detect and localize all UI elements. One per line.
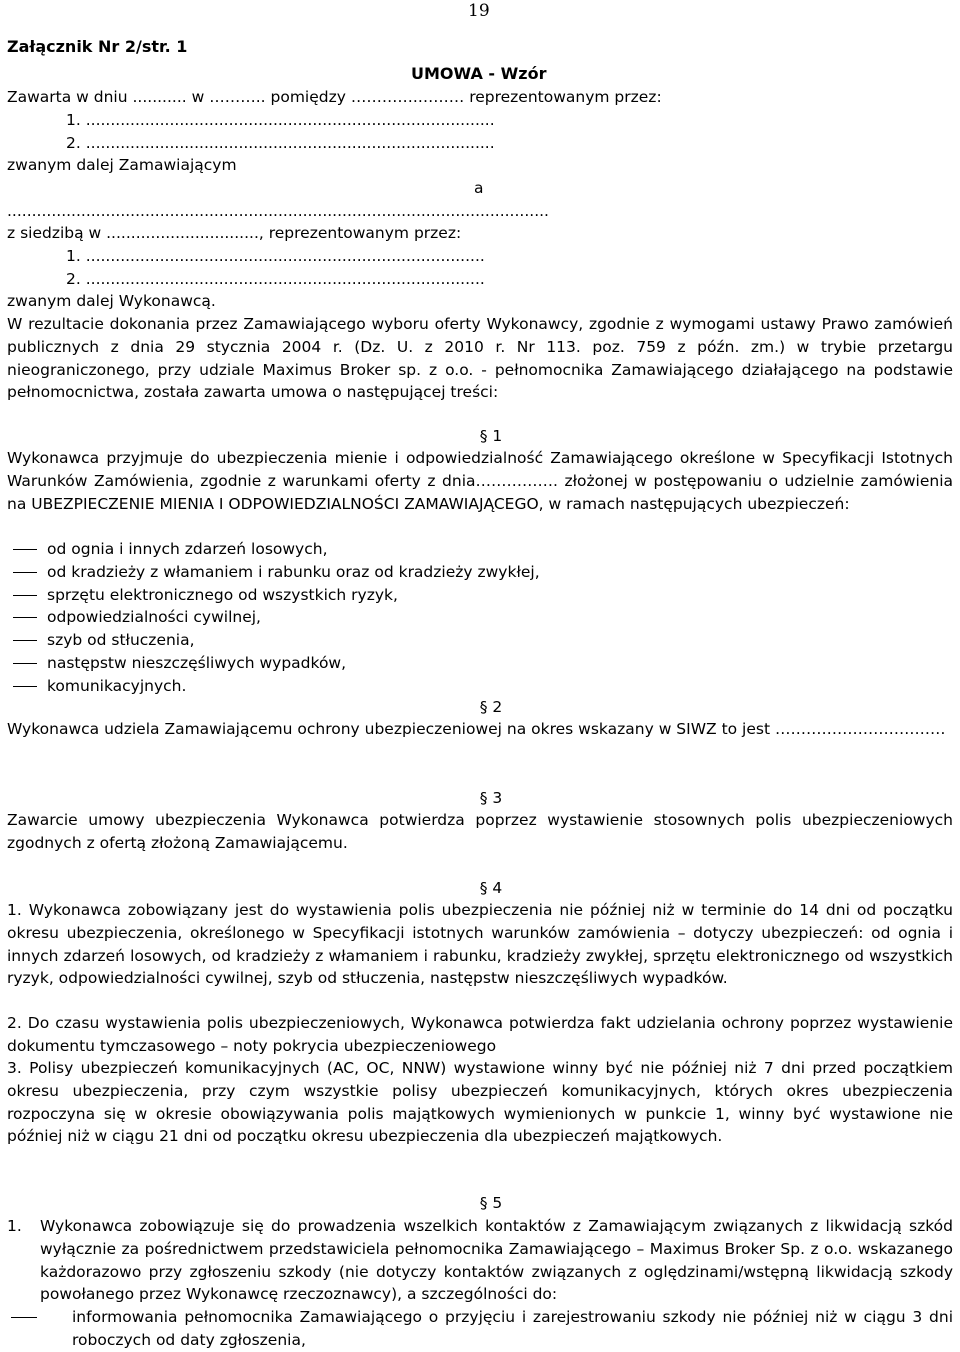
page-number: 19 [468, 1, 490, 21]
preamble-paragraph: W rezultacie dokonania przez Zamawiającego wyboru oferty Wykonawcy, zgodnie z wymogami ustawy Prawo zamówień publicznych z dnia 29 stycznia 2004 r. (Dz. U. z 2010 r. Nr 113. poz. 759 z późn. zm.) w trybie przetargu nieograniczonego, przy udziale Maximus Broker sp. z o.o. - pełnomocnika Zamawiającego działającego na podstawie pełnomocnictwa, została zawarta umowa o następującej treści: [7, 315, 953, 402]
section-5-subitem [7, 1306, 953, 1352]
attachment-label: Załącznik Nr 2/str. 1 [7, 37, 188, 56]
party-wykonawca: zwanym dalej Wykonawcą. [7, 292, 216, 310]
list-item: odpowiedzialności cywilnej, [7, 606, 540, 629]
section-1-text: Wykonawca przyjmuje do ubezpieczenia mienie i odpowiedzialność Zamawiającego określone w Specyfikacji Istotnych Warunków Zamówienia, zgodnie z warunkami oferty z dnia……………. złożonej w postępowaniu o udzielnie zamówienia na UBEZPIECZENIE MIENIA I ODPOWIEDZIALNOŚCI ZAMAWIAJĄCEGO, w ramach następujących ubezpieczeń: [7, 449, 953, 513]
section-4-heading: § 4 [479, 879, 503, 897]
insurance-list [7, 538, 540, 698]
section-4-point-1: 1. Wykonawca zobowiązany jest do wystawienia polis ubezpieczenia nie później niż w terminie do 14 dni od początku okresu ubezpieczenia, określonego w Specyfikacji istotnych warunków zamówienia – dotyczy ubezpieczeń: od ognia i innych zdarzeń losowych, od kradzieży z włamaniem i rabunku, kradzieży zwykłej, sprzętu elektronicznego od wszystkich ryzyk, odpowiedzialności cywilnej, szyb od stłuczenia, następstw nieszczęśliwych wypadków. [7, 901, 953, 988]
list-item: od kradzieży z włamaniem i rabunku oraz od kradzieży zwykłej, [7, 561, 540, 584]
section-3-text: Zawarcie umowy ubezpieczenia Wykonawca potwierdza poprzez wystawienie stosownych polis ubezpieczeniowych zgodnych z ofertą złożoną Zamawiającemu. [7, 811, 953, 852]
representative-1: 1. ................................................................................... [66, 111, 495, 129]
party-zamawiajacy: zwanym dalej Zamawiającym [7, 156, 237, 174]
point-number: 1. [7, 1217, 22, 1235]
dash-marker [11, 1317, 37, 1318]
section-1-heading: § 1 [479, 427, 503, 445]
section-5-heading: § 5 [479, 1194, 503, 1212]
intro-line: Zawarta w dniu ........... w ……….. pomiędzy ………….……… reprezentowanym przez: [7, 88, 662, 106]
section-4-point-2: 2. Do czasu wystawienia polis ubezpieczeniowych, Wykonawca potwierdza fakt udzielania ochrony poprzez wystawienie dokumentu tymczasowego – noty pokrycia ubezpieczeniowego [7, 1014, 953, 1055]
representative-3: 1. ................................................................................. [66, 247, 485, 265]
section-4-point-3: 3. Polisy ubezpieczeń komunikacyjnych (AC, OC, NNW) wystawione winny być nie później niż 7 dni przed początkiem okresu ubezpieczenia, przy czym wszystkie polisy ubezpieczeń komunikacyjnych, których okres ubezpieczenia rozpoczyna się w okresie obowiązywania polis majątkowych wymienionych w punkcie 1, winny być wystawione nie później niż w ciągu 21 dni od początku okresu ubezpieczenia dla ubezpieczeń majątkowych. [7, 1059, 953, 1146]
list-item: sprzętu elektronicznego od wszystkich ryzyk, [7, 584, 540, 607]
section-3-heading: § 3 [479, 789, 503, 807]
representative-2: 2. ................................................................................... [66, 134, 495, 152]
conjunction-a: a [474, 179, 484, 197]
list-item: od ognia i innych zdarzeń losowych, [7, 538, 540, 561]
subitem-text: informowania pełnomocnika Zamawiającego o przyjęciu i zarejestrowaniu szkody nie później niż w ciągu 3 dni roboczych od daty zgłoszenia, [72, 1308, 953, 1349]
document-title: UMOWA - Wzór [411, 64, 547, 83]
list-item: następstw nieszczęśliwych wypadków, [7, 652, 540, 675]
section-2-heading: § 2 [479, 698, 503, 716]
list-item: komunikacyjnych. [7, 675, 540, 698]
blank-dots-line: .............................................................................................................. [7, 202, 549, 220]
representative-4: 2. ................................................................................. [66, 270, 485, 288]
point-text: Wykonawca zobowiązuje się do prowadzenia wszelkich kontaktów z Zamawiającym związanych z likwidacją szkód wyłącznie za pośrednictwem przedstawiciela pełnomocnika Zamawiającego – Maximus Broker Sp. z o.o. wskazanego każdorazowo przy zgłoszeniu szkody (nie dotyczy kontaktów związanych z oględzinami/wstępną likwidacją szkody powołanego przez Wykonawcę rzeczoznawcy), a szczególności do: [40, 1217, 953, 1304]
section-5-point-1 [7, 1215, 953, 1306]
section-2-text: Wykonawca udziela Zamawiającemu ochrony ubezpieczeniowej na okres wskazany w SIWZ to jest …………………………… [7, 720, 946, 738]
seat-line: z siedzibą w ..............................., reprezentowanym przez: [7, 224, 462, 242]
list-item: szyb od stłuczenia, [7, 629, 540, 652]
